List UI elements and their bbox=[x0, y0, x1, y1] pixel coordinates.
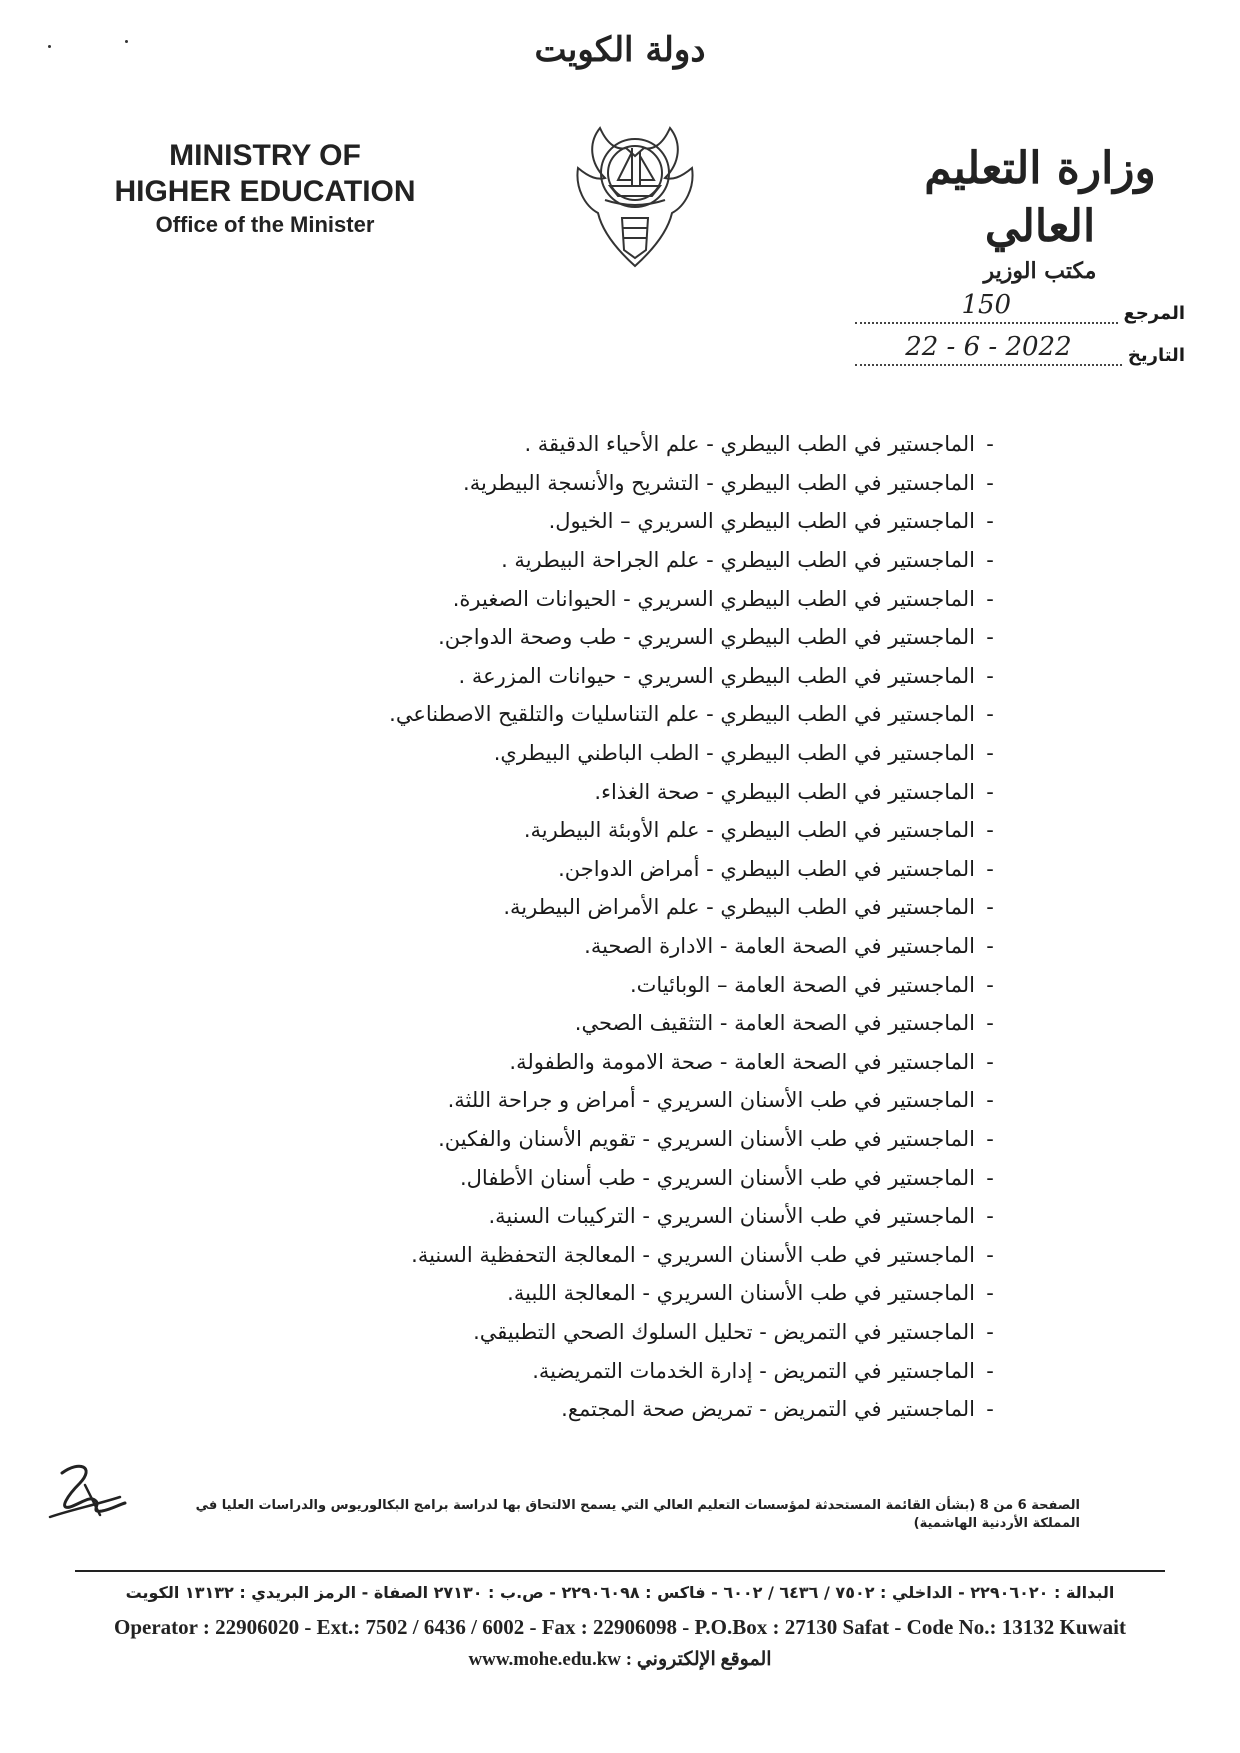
list-marker: - bbox=[986, 509, 994, 534]
list-marker: - bbox=[986, 702, 994, 727]
footer-contacts-arabic: البدالة : ٢٢٩٠٦٠٢٠ - الداخلي : ٧٥٠٢ / ٦٤٣٦ / ٦٠٠٢ - فاكس : ٢٢٩٠٦٠٩٨ - ص.ب : ٢٧١٣٠ الصفاة - الرمز البريدي : ١٣١٣٢ الكويت bbox=[125, 1583, 1115, 1602]
program-item bbox=[105, 1004, 1005, 1043]
footer-website bbox=[75, 1648, 1165, 1671]
program-item bbox=[105, 695, 1005, 734]
list-marker: - bbox=[986, 741, 994, 766]
program-text: الماجستير في الطب البيطري - التشريح والأنسجة البيطرية. bbox=[463, 470, 975, 495]
website-url[interactable]: www.mohe.edu.kw bbox=[468, 1649, 621, 1670]
list-marker: - bbox=[986, 1165, 994, 1190]
ministry-line-1: MINISTRY OF bbox=[169, 139, 361, 172]
list-marker: - bbox=[986, 432, 994, 457]
program-text: الماجستير في التمريض - تحليل السلوك الصحي التطبيقي. bbox=[473, 1319, 975, 1344]
list-marker: - bbox=[986, 470, 994, 495]
footer-contacts-english: Operator : 22906020 - Ext.: 7502 / 6436 / 6002 - Fax : 22906098 - P.O.Box : 27130 Safat - Code No.: 13132 Kuwait bbox=[113, 1615, 1127, 1639]
list-marker: - bbox=[986, 663, 994, 688]
reference-row bbox=[855, 290, 1185, 324]
program-text: الماجستير في الطب البيطري السريري - طب وصحة الدواجن. bbox=[438, 625, 975, 650]
program-item bbox=[105, 1197, 1005, 1236]
date-label: التاريخ bbox=[1127, 345, 1185, 366]
program-item bbox=[105, 927, 1005, 966]
program-item bbox=[105, 1043, 1005, 1082]
program-text: الماجستير في الطب البيطري السريري - الحيوانات الصغيرة. bbox=[452, 586, 975, 611]
program-text: الماجستير في الطب البيطري - علم الأمراض البيطرية. bbox=[503, 895, 975, 920]
program-item bbox=[105, 1120, 1005, 1159]
reference-field bbox=[855, 292, 1118, 324]
program-text: الماجستير في الصحة العامة - الادارة الصحية. bbox=[584, 934, 975, 959]
program-text: الماجستير في الطب البيطري - علم التناسليات والتلقيح الاصطناعي. bbox=[389, 702, 975, 727]
program-text: الماجستير في الصحة العامة - التثقيف الصحي. bbox=[574, 1011, 975, 1036]
office-arabic-line: مكتب الوزير bbox=[983, 258, 1097, 284]
website-label: الموقع الإلكتروني : bbox=[625, 1649, 772, 1670]
ministry-arabic-line-1: وزارة التعليم العالي bbox=[924, 143, 1156, 252]
ministry-name-english bbox=[95, 138, 435, 240]
list-marker: - bbox=[986, 1204, 994, 1229]
state-title: دولة الكويت bbox=[534, 30, 706, 70]
list-marker: - bbox=[986, 1319, 994, 1344]
program-item bbox=[105, 1390, 1005, 1429]
program-item bbox=[105, 1235, 1005, 1274]
page-note: الصفحة 6 من 8 (بشأن القائمة المستحدثة لمؤسسات التعليم العالي التي يسمح الالتحاق بها لدراسة برامج البكالوريوس والدراسات العليا في المملكة الأردنية الهاشمية) bbox=[195, 1498, 1080, 1531]
list-marker: - bbox=[986, 818, 994, 843]
program-item bbox=[105, 888, 1005, 927]
reference-value: 150 bbox=[961, 290, 1012, 320]
program-text: الماجستير في الطب البيطري - علم الأحياء الدقيقة . bbox=[524, 432, 975, 457]
ministry-line-2: HIGHER EDUCATION bbox=[114, 175, 416, 208]
program-text: الماجستير في الصحة العامة - صحة الامومة والطفولة. bbox=[509, 1049, 975, 1074]
program-item bbox=[105, 1158, 1005, 1197]
program-list bbox=[105, 425, 1005, 1428]
program-text: الماجستير في طب الأسنان السريري - أمراض و جراحة اللثة. bbox=[447, 1088, 975, 1113]
list-marker: - bbox=[986, 548, 994, 573]
program-item bbox=[105, 657, 1005, 696]
list-marker: - bbox=[986, 586, 994, 611]
program-item bbox=[105, 965, 1005, 1004]
office-line: Office of the Minister bbox=[155, 212, 375, 237]
program-text: الماجستير في الطب البيطري - علم الأوبئة البيطرية. bbox=[523, 818, 975, 843]
list-marker: - bbox=[986, 895, 994, 920]
list-marker: - bbox=[986, 1088, 994, 1113]
date-field bbox=[855, 334, 1122, 366]
list-marker: - bbox=[986, 1281, 994, 1306]
list-marker: - bbox=[986, 1358, 994, 1383]
footer-divider bbox=[75, 1570, 1165, 1572]
program-item bbox=[105, 1081, 1005, 1120]
list-marker: - bbox=[986, 1049, 994, 1074]
program-item bbox=[105, 425, 1005, 464]
date-row bbox=[855, 332, 1185, 366]
list-marker: - bbox=[986, 1126, 994, 1151]
list-marker: - bbox=[986, 856, 994, 881]
program-text: الماجستير في الصحة العامة – الوبائيات. bbox=[629, 972, 975, 997]
ministry-name-arabic bbox=[905, 140, 1175, 286]
program-item bbox=[105, 772, 1005, 811]
program-item bbox=[105, 579, 1005, 618]
program-text: الماجستير في طب الأسنان السريري - التركيبات السنية. bbox=[488, 1204, 975, 1229]
program-text: الماجستير في الطب البيطري - صحة الغذاء. bbox=[594, 779, 975, 804]
program-item bbox=[105, 734, 1005, 773]
list-marker: - bbox=[986, 779, 994, 804]
program-text: الماجستير في طب الأسنان السريري - المعالجة التحفظية السنية. bbox=[411, 1242, 975, 1267]
program-item bbox=[105, 1351, 1005, 1390]
program-item bbox=[105, 541, 1005, 580]
list-marker: - bbox=[986, 1011, 994, 1036]
list-marker: - bbox=[986, 625, 994, 650]
program-item bbox=[105, 850, 1005, 889]
date-value: 22 - 6 - 2022 bbox=[905, 332, 1072, 362]
program-text: الماجستير في الطب البيطري - أمراض الدواجن. bbox=[558, 856, 975, 881]
program-item bbox=[105, 464, 1005, 503]
program-text: الماجستير في طب الأسنان السريري - تقويم الأسنان والفكين. bbox=[438, 1126, 975, 1151]
list-marker: - bbox=[986, 1242, 994, 1267]
program-text: الماجستير في الطب البيطري - الطب الباطني البيطري. bbox=[493, 741, 975, 766]
program-text: الماجستير في التمريض - تمريض صحة المجتمع. bbox=[561, 1397, 975, 1422]
program-text: الماجستير في طب الأسنان السريري - طب أسنان الأطفال. bbox=[460, 1165, 975, 1190]
program-item bbox=[105, 811, 1005, 850]
program-item bbox=[105, 1313, 1005, 1352]
signature-icon bbox=[40, 1455, 130, 1530]
program-item bbox=[105, 502, 1005, 541]
reference-label: المرجع bbox=[1123, 303, 1185, 324]
kuwait-emblem-icon bbox=[560, 118, 710, 273]
program-text: الماجستير في الطب البيطري السريري – الخيول. bbox=[548, 509, 975, 534]
program-text: الماجستير في التمريض - إدارة الخدمات التمريضية. bbox=[532, 1358, 975, 1383]
program-text: الماجستير في طب الأسنان السريري - المعالجة اللبية. bbox=[507, 1281, 975, 1306]
program-text: الماجستير في الطب البيطري - علم الجراحة البيطرية . bbox=[501, 548, 975, 573]
list-marker: - bbox=[986, 934, 994, 959]
program-text: الماجستير في الطب البيطري السريري - حيوانات المزرعة . bbox=[458, 663, 975, 688]
list-marker: - bbox=[986, 972, 994, 997]
program-item bbox=[105, 1274, 1005, 1313]
program-item bbox=[105, 618, 1005, 657]
list-marker: - bbox=[986, 1397, 994, 1422]
